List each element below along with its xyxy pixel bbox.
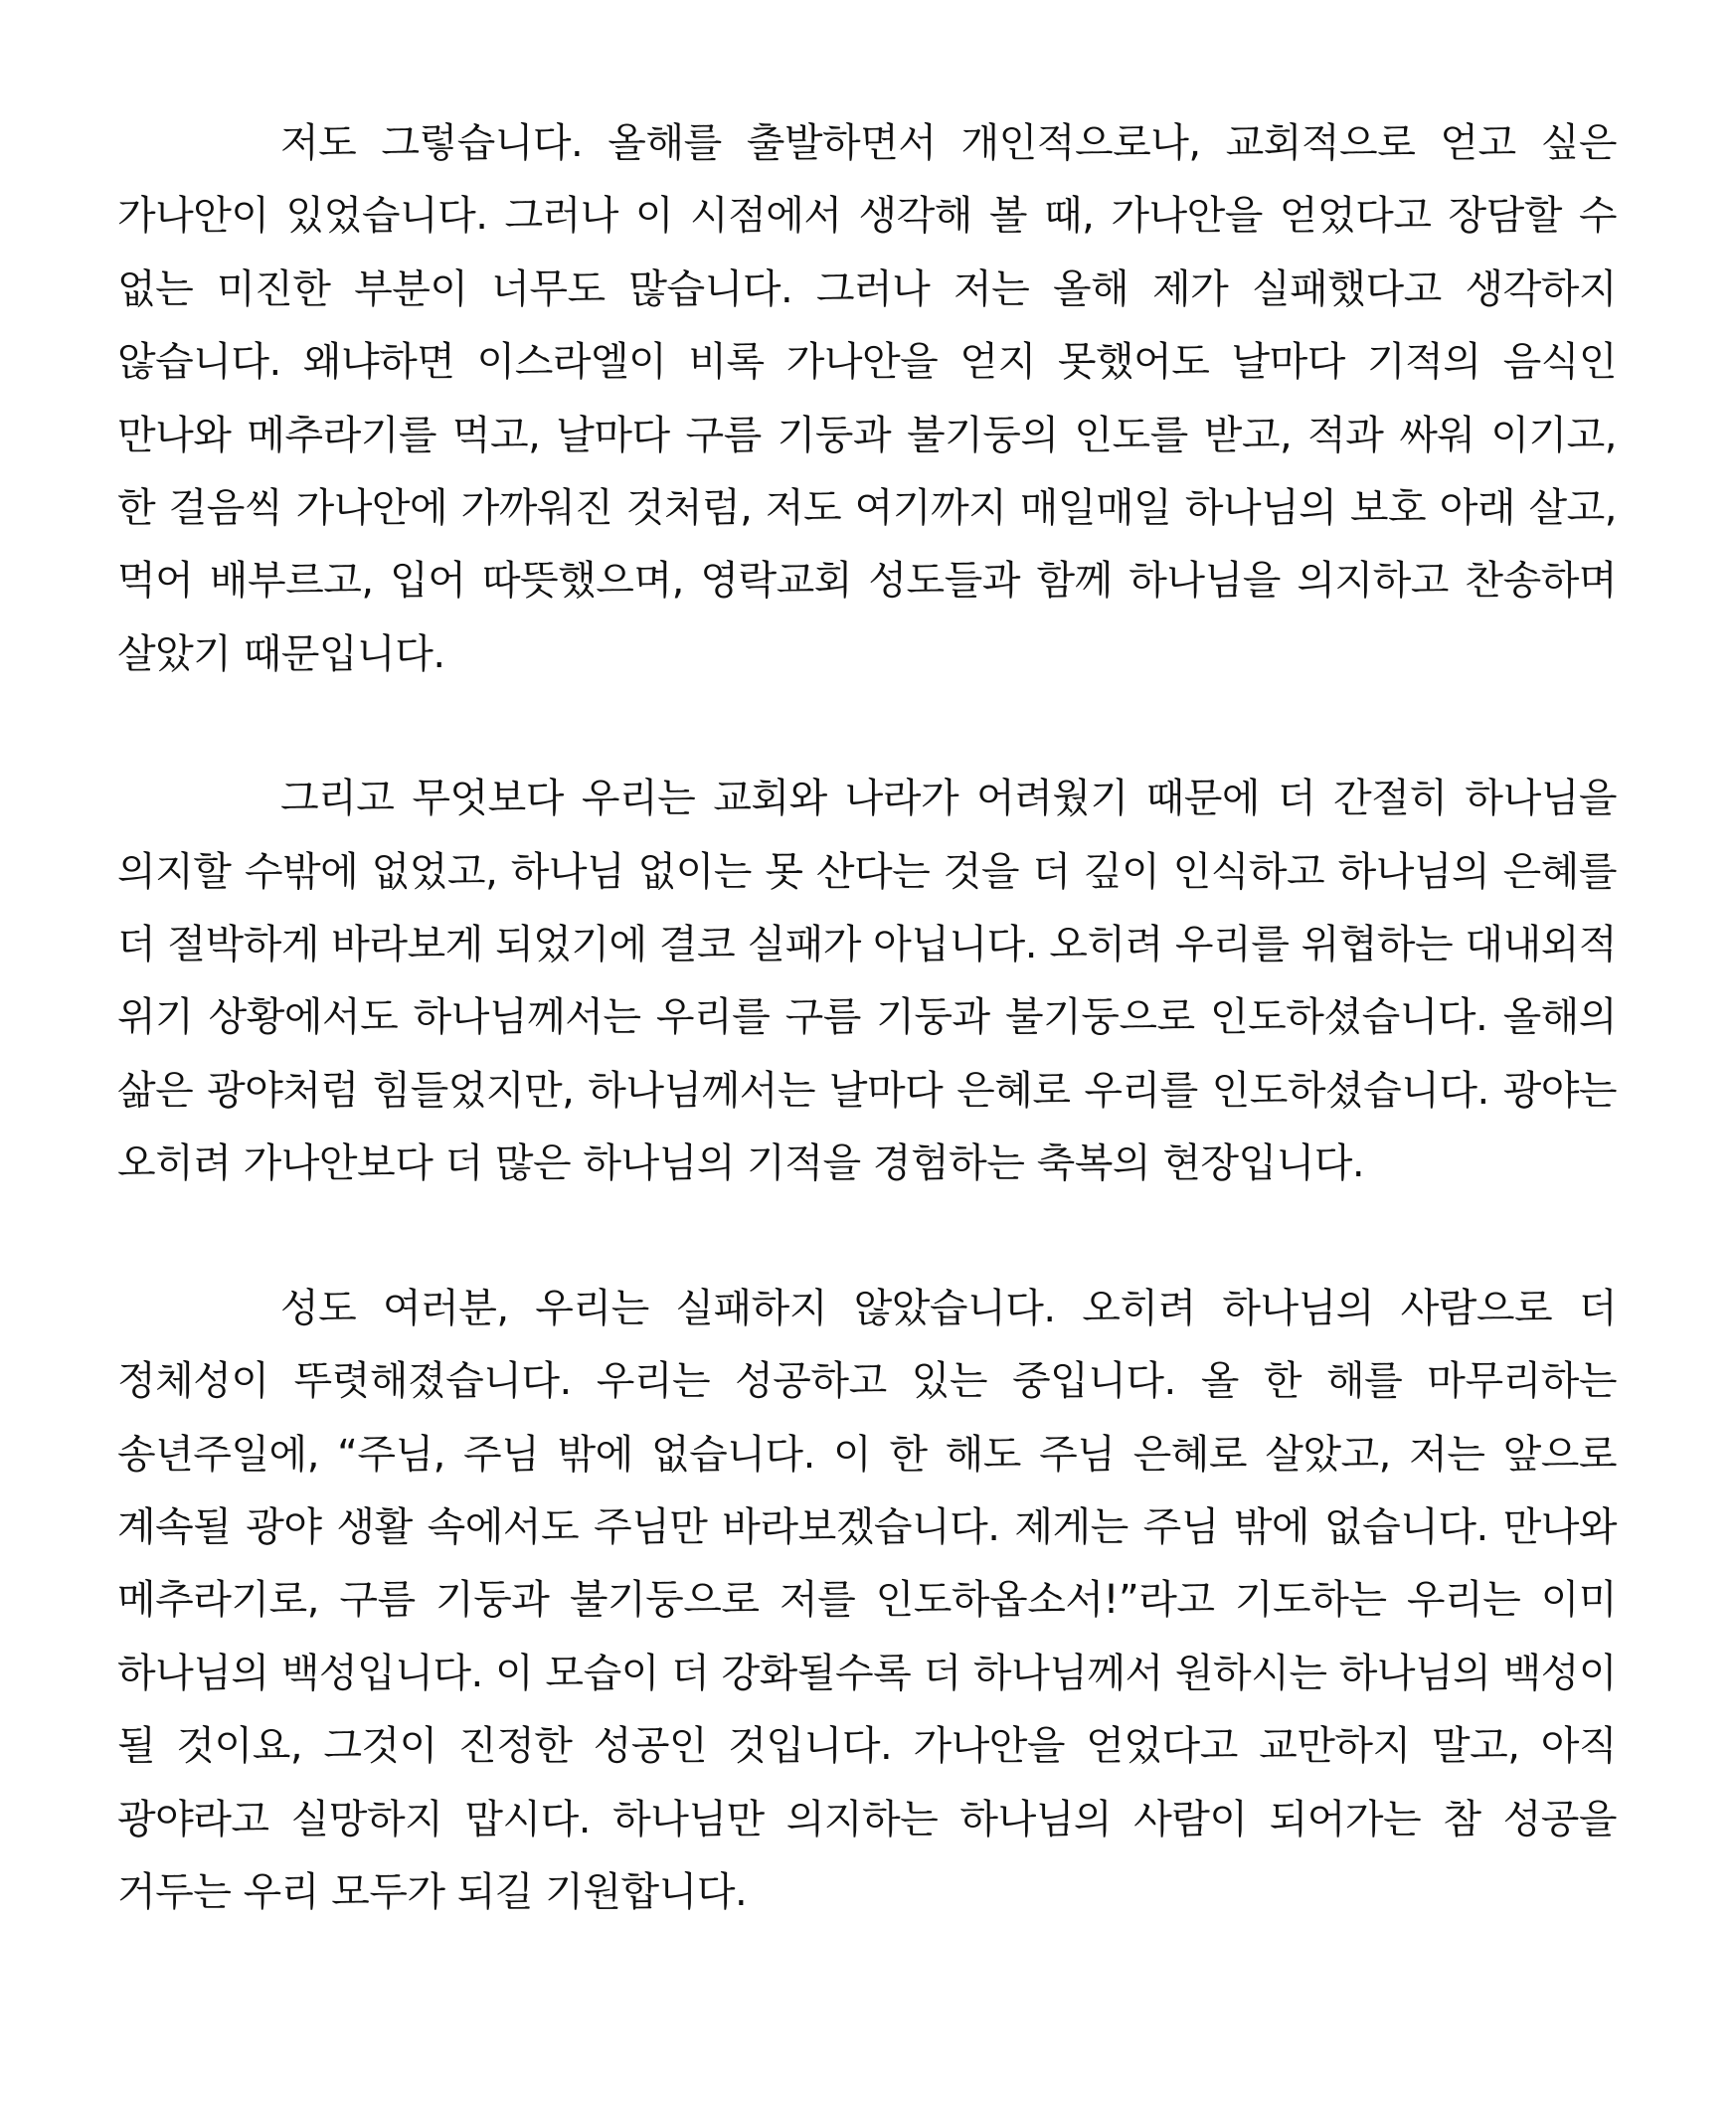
document-page: [117, 107, 1617, 1929]
paragraph-2: 그리고 무엇보다 우리는 교회와 나라가 어려웠기 때문에 더 간절히 하나님을 의지할 수밖에 없었고, 하나님 없이는 못 산다는 것을 더 깊이 인식하고 하나님의 은혜를 더 절박하게 바라보게 되었기에 결코 실패가 아닙니다. 오히려 우리를 위협하는 대내외적 위기 상황에서도 하나님께서는 우리를 구름 기둥과 불기둥으로 인도하셨습니다. 올해의 삶은 광야처럼 힘들었지만, 하나님께서는 날마다 은혜로 우리를 인도하셨습니다. 광야는 오히려 가나안보다 더 많은 하나님의 기적을 경험하는 축복의 현장입니다.: [117, 776, 1617, 1187]
paragraph-3: 성도 여러분, 우리는 실패하지 않았습니다. 오히려 하나님의 사람으로 더 정체성이 뚜렷해졌습니다. 우리는 성공하고 있는 중입니다. 올 한 해를 마무리하는 송년주일에, “주님, 주님 밖에 없습니다. 이 한 해도 주님 은혜로 살았고, 저는 앞으로 계속될 광야 생활 속에서도 주님만 바라보겠습니다. 제게는 주님 밖에 없습니다. 만나와 메추라기로, 구름 기둥과 불기둥으로 저를 인도하옵소서!”라고 기도하는 우리는 이미 하나님의 백성입니다. 이 모습이 더 강화될수록 더 하나님께서 원하시는 하나님의 백성이 될 것이요, 그것이 진정한 성공인 것입니다. 가나안을 얻었다고 교만하지 말고, 아직 광야라고 실망하지 맙시다. 하나님만 의지하는 하나님의 사람이 되어가는 참 성공을 거두는 우리 모두가 되길 기원합니다.: [117, 1285, 1617, 1915]
paragraph-1: 저도 그렇습니다. 올해를 출발하면서 개인적으로나, 교회적으로 얻고 싶은 가나안이 있었습니다. 그러나 이 시점에서 생각해 볼 때, 가나안을 얻었다고 장담할 수 없는 미진한 부분이 너무도 많습니다. 그러나 저는 올해 제가 실패했다고 생각하지 않습니다. 왜냐하면 이스라엘이 비록 가나안을 얻지 못했어도 날마다 기적의 음식인 만나와 메추라기를 먹고, 날마다 구름 기둥과 불기둥의 인도를 받고, 적과 싸워 이기고, 한 걸음씩 가나안에 가까워진 것처럼, 저도 여기까지 매일매일 하나님의 보호 아래 살고, 먹어 배부르고, 입어 따뜻했으며, 영락교회 성도들과 함께 하나님을 의지하고 찬송하며 살았기 때문입니다.: [117, 120, 1617, 677]
